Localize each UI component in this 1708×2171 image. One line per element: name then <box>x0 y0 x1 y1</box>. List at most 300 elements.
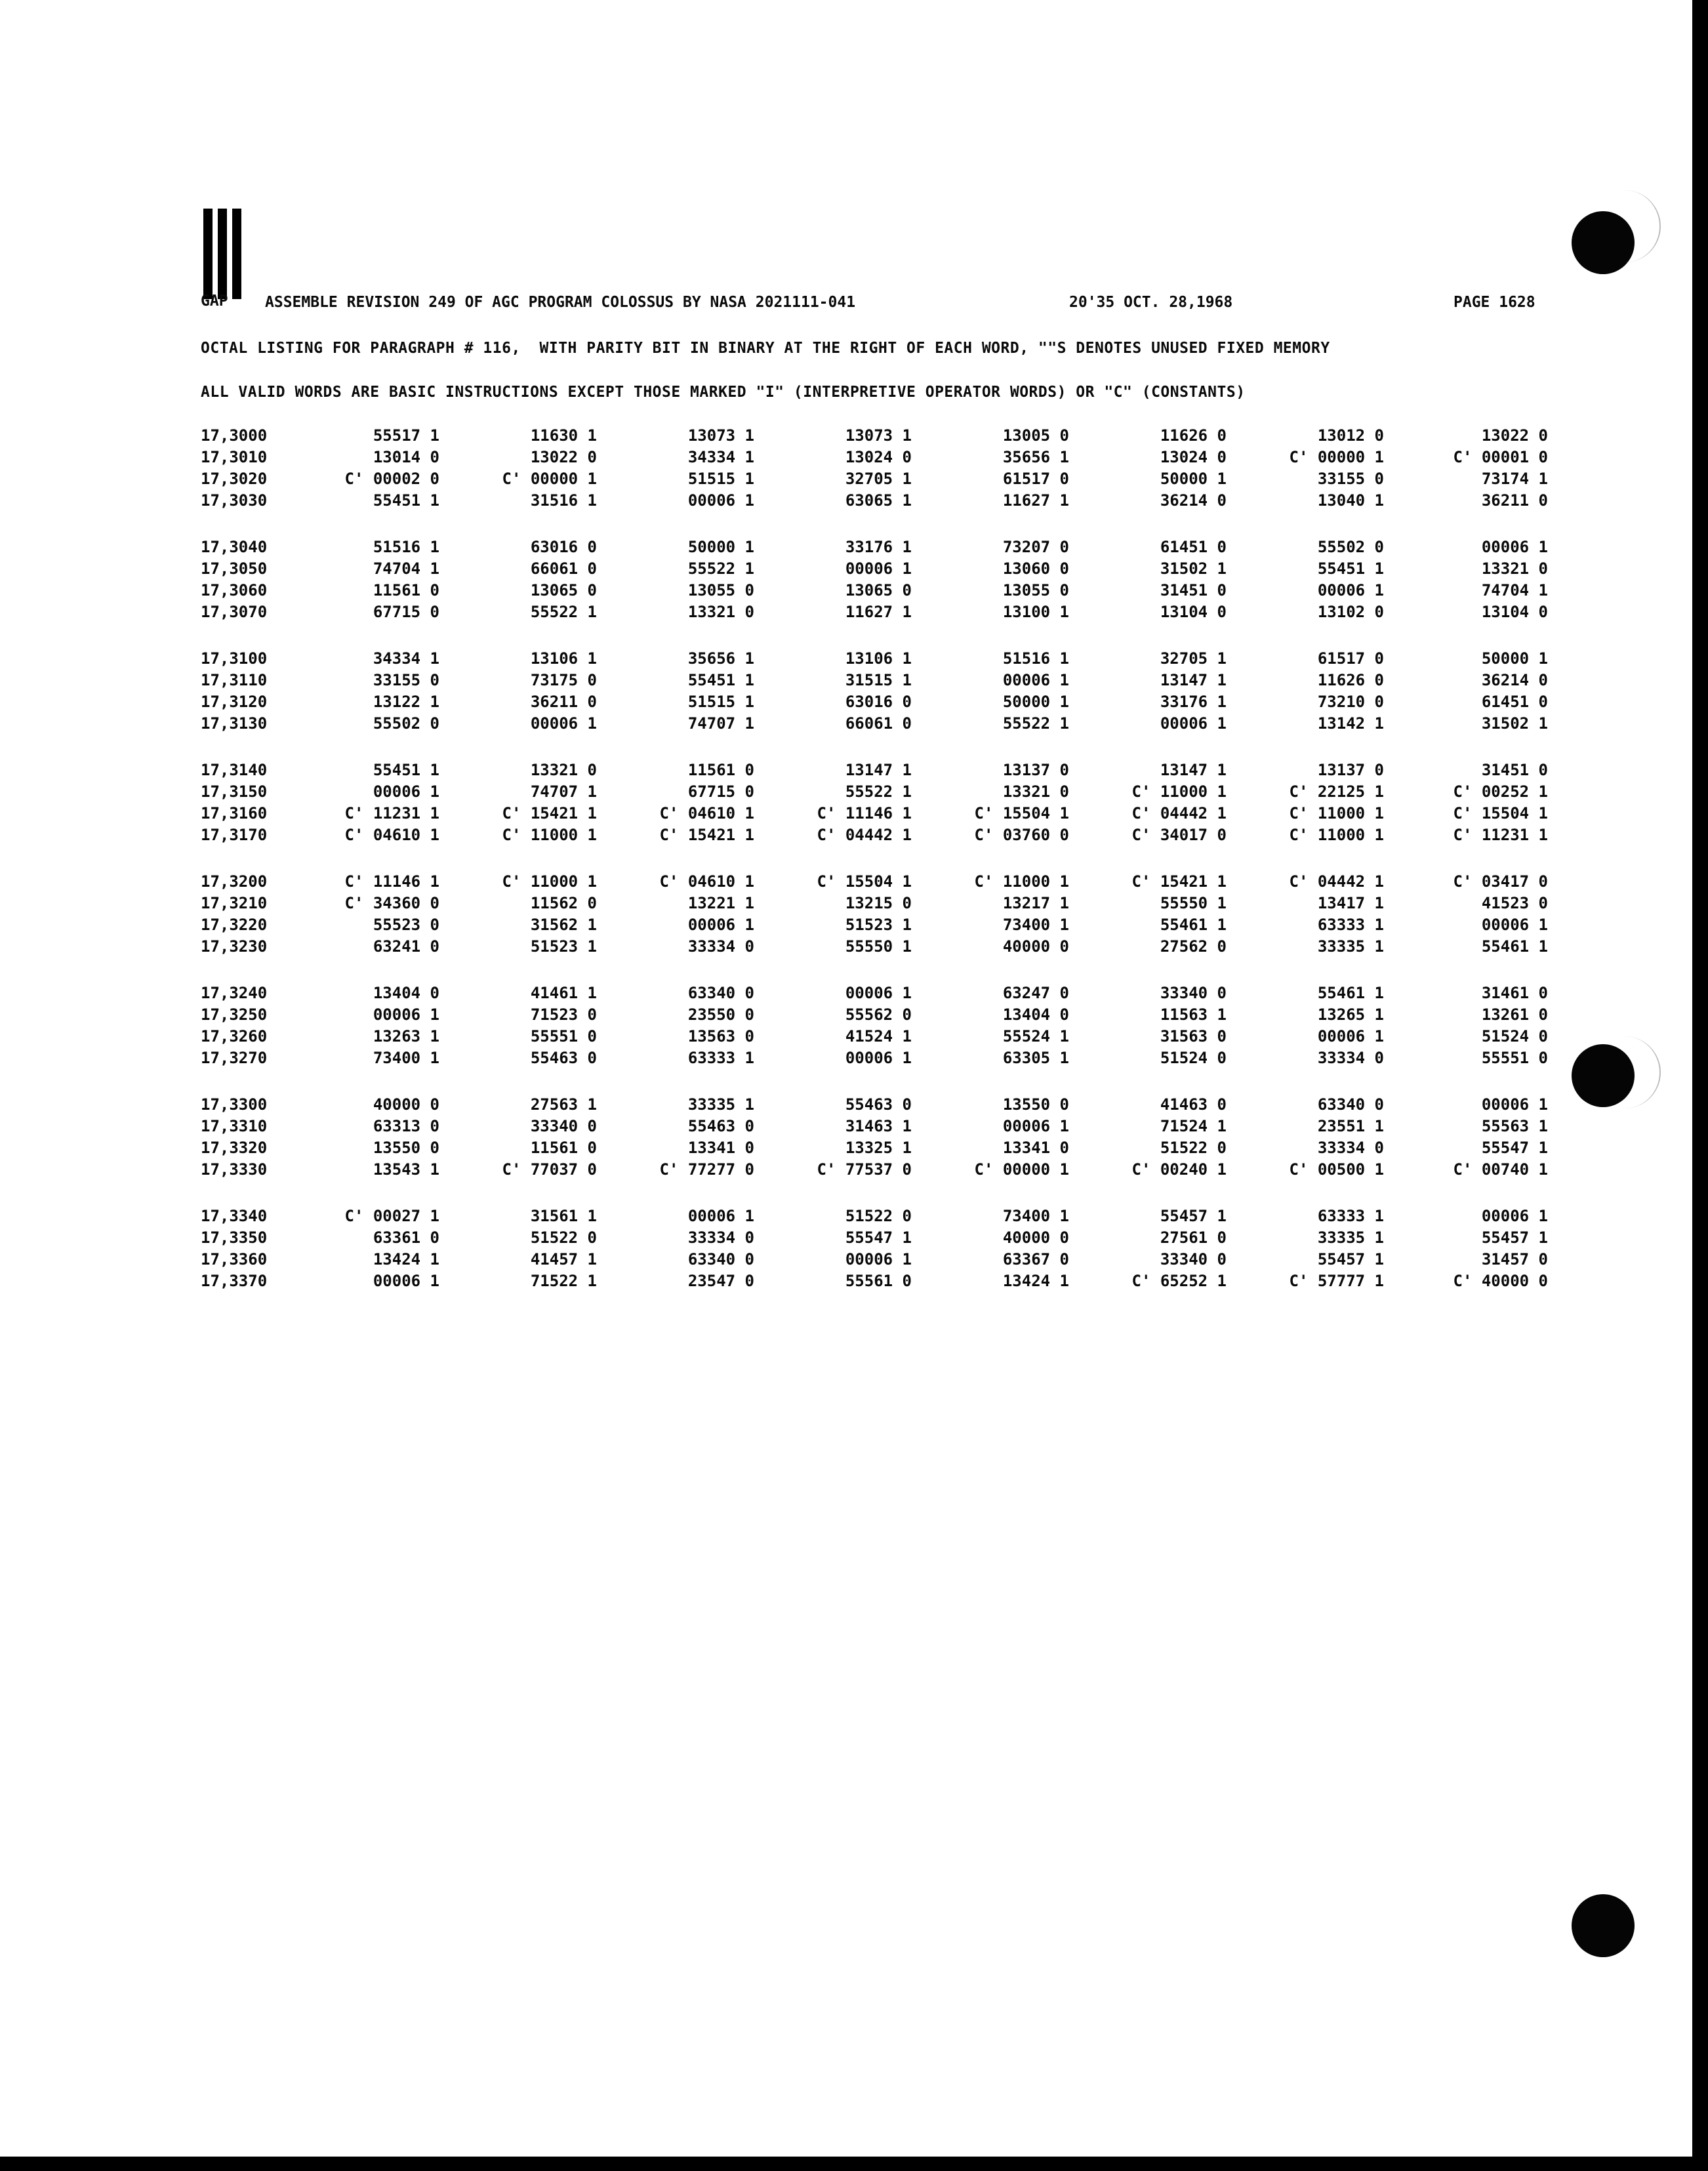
hole-arc <box>1620 190 1661 262</box>
octal-word: 33340 0 <box>1160 984 1227 1002</box>
octal-word: 55551 0 <box>530 1027 597 1045</box>
octal-listing <box>0 426 1708 1318</box>
octal-word: 41457 1 <box>530 1250 597 1268</box>
octal-word: C' 11000 1 <box>502 872 597 891</box>
octal-word: 35656 1 <box>687 649 754 668</box>
octal-word: 13417 1 <box>1317 894 1384 912</box>
octal-word: 13404 0 <box>1002 1005 1069 1024</box>
row-address: 17,3330 <box>201 1160 268 1179</box>
octal-word: 13321 0 <box>687 603 754 621</box>
listing-group <box>0 426 1708 538</box>
octal-word: 34334 1 <box>687 448 754 466</box>
header-mark: GAP <box>201 293 228 310</box>
octal-word: 13424 1 <box>1002 1272 1069 1290</box>
octal-word: C' 77277 0 <box>659 1160 754 1179</box>
octal-word: 13022 0 <box>1481 426 1548 445</box>
octal-word: 31451 0 <box>1481 761 1548 779</box>
octal-word: 13122 1 <box>373 693 439 711</box>
listing-row <box>0 693 1708 714</box>
octal-word: 55502 0 <box>373 714 439 733</box>
octal-word: 31451 0 <box>1160 581 1227 599</box>
octal-word: 63313 0 <box>373 1117 439 1135</box>
listing-row <box>0 426 1708 448</box>
listing-row <box>0 559 1708 581</box>
octal-word: 13147 1 <box>1160 761 1227 779</box>
listing-group <box>0 761 1708 872</box>
listing-group <box>0 984 1708 1095</box>
row-address: 17,3230 <box>201 937 268 956</box>
octal-word: 55502 0 <box>1317 538 1384 556</box>
octal-word: C' 22125 1 <box>1289 782 1384 801</box>
octal-word: 41523 0 <box>1481 894 1548 912</box>
row-address: 17,3000 <box>201 426 268 445</box>
octal-word: C' 11146 1 <box>344 872 439 891</box>
row-address: 17,3160 <box>201 804 268 822</box>
octal-word: 73207 0 <box>1002 538 1069 556</box>
octal-word: C' 04442 1 <box>1289 872 1384 891</box>
octal-word: 55457 1 <box>1160 1207 1227 1225</box>
listing-row <box>0 1095 1708 1117</box>
listing-row <box>0 1139 1708 1160</box>
octal-word: 00006 1 <box>687 1207 754 1225</box>
listing-row <box>0 1207 1708 1228</box>
octal-word: 13215 0 <box>845 894 912 912</box>
listing-row <box>0 984 1708 1005</box>
octal-word: 55550 1 <box>1160 894 1227 912</box>
octal-word: 11630 1 <box>530 426 597 445</box>
octal-word: C' 65252 1 <box>1131 1272 1227 1290</box>
row-address: 17,3210 <box>201 894 268 912</box>
octal-word: 40000 0 <box>373 1095 439 1114</box>
octal-word: 55451 1 <box>1317 559 1384 578</box>
octal-word: 33340 0 <box>1160 1250 1227 1268</box>
octal-word: 11627 1 <box>1002 491 1069 510</box>
octal-word: 71523 0 <box>530 1005 597 1024</box>
octal-word: 63333 1 <box>1317 1207 1384 1225</box>
octal-word: 00006 1 <box>1317 1027 1384 1045</box>
row-address: 17,3300 <box>201 1095 268 1114</box>
listing-group <box>0 872 1708 984</box>
punch-hole <box>1572 1894 1635 1957</box>
octal-word: C' 57777 1 <box>1289 1272 1384 1290</box>
octal-word: 13100 1 <box>1002 603 1069 621</box>
octal-word: C' 11231 1 <box>1453 826 1548 844</box>
octal-word: 13137 0 <box>1317 761 1384 779</box>
octal-word: 11561 0 <box>530 1139 597 1157</box>
octal-word: 74704 1 <box>1481 581 1548 599</box>
octal-word: C' 00000 1 <box>502 470 597 488</box>
octal-word: 55451 1 <box>373 761 439 779</box>
octal-word: 63333 1 <box>1317 916 1384 934</box>
octal-word: 51523 1 <box>845 916 912 934</box>
row-address: 17,3100 <box>201 649 268 668</box>
listing-row <box>0 1228 1708 1250</box>
octal-word: 33334 0 <box>1317 1139 1384 1157</box>
listing-row <box>0 916 1708 937</box>
octal-word: 13065 0 <box>845 581 912 599</box>
octal-word: C' 77037 0 <box>502 1160 597 1179</box>
octal-word: 13424 1 <box>373 1250 439 1268</box>
row-address: 17,3270 <box>201 1049 268 1067</box>
octal-word: 55522 1 <box>845 782 912 801</box>
row-address: 17,3310 <box>201 1117 268 1135</box>
listing-row <box>0 1250 1708 1272</box>
page-edge-bottom <box>0 2157 1708 2171</box>
octal-word: 33340 0 <box>530 1117 597 1135</box>
listing-row <box>0 826 1708 847</box>
row-address: 17,3060 <box>201 581 268 599</box>
octal-word: 13104 0 <box>1481 603 1548 621</box>
octal-word: 55463 0 <box>530 1049 597 1067</box>
octal-word: C' 11000 1 <box>1289 826 1384 844</box>
octal-word: 55461 1 <box>1317 984 1384 1002</box>
octal-word: 31563 0 <box>1160 1027 1227 1045</box>
octal-word: 00006 1 <box>373 782 439 801</box>
octal-word: 50000 1 <box>1002 693 1069 711</box>
octal-word: C' 15421 1 <box>502 804 597 822</box>
octal-word: 33176 1 <box>845 538 912 556</box>
octal-word: 31463 1 <box>845 1117 912 1135</box>
octal-word: 33334 0 <box>687 1228 754 1247</box>
octal-word: 63361 0 <box>373 1228 439 1247</box>
octal-word: 00006 1 <box>845 1250 912 1268</box>
octal-word: 55547 1 <box>845 1228 912 1247</box>
octal-word: 00006 1 <box>1002 1117 1069 1135</box>
octal-word: 13024 0 <box>845 448 912 466</box>
listing-row <box>0 1049 1708 1070</box>
octal-word: 00006 1 <box>373 1005 439 1024</box>
octal-word: 51522 0 <box>530 1228 597 1247</box>
octal-word: 63016 0 <box>530 538 597 556</box>
octal-word: 27561 0 <box>1160 1228 1227 1247</box>
octal-word: 11561 0 <box>373 581 439 599</box>
listing-row <box>0 1027 1708 1049</box>
octal-word: 71522 1 <box>530 1272 597 1290</box>
octal-word: 61517 0 <box>1002 470 1069 488</box>
octal-word: C' 00001 0 <box>1453 448 1548 466</box>
octal-word: 13137 0 <box>1002 761 1069 779</box>
octal-word: 63367 0 <box>1002 1250 1069 1268</box>
octal-word: 36211 0 <box>530 693 597 711</box>
octal-word: C' 15504 1 <box>817 872 912 891</box>
octal-word: 51515 1 <box>687 470 754 488</box>
octal-word: 63340 0 <box>1317 1095 1384 1114</box>
row-address: 17,3040 <box>201 538 268 556</box>
octal-word: 13321 0 <box>1002 782 1069 801</box>
listing-group <box>0 538 1708 649</box>
octal-word: 00006 1 <box>845 984 912 1002</box>
octal-word: 00006 1 <box>530 714 597 733</box>
octal-word: 36214 0 <box>1481 671 1548 689</box>
octal-word: 55550 1 <box>845 937 912 956</box>
octal-word: C' 11146 1 <box>817 804 912 822</box>
listing-row <box>0 603 1708 624</box>
octal-word: 31461 0 <box>1481 984 1548 1002</box>
octal-word: 11561 0 <box>687 761 754 779</box>
octal-word: 33335 1 <box>1317 1228 1384 1247</box>
octal-word: 13005 0 <box>1002 426 1069 445</box>
row-address: 17,3110 <box>201 671 268 689</box>
listing-row <box>0 894 1708 916</box>
listing-row <box>0 448 1708 470</box>
octal-word: C' 77537 0 <box>817 1160 912 1179</box>
octal-word: 55457 1 <box>1481 1228 1548 1247</box>
octal-word: 31561 1 <box>530 1207 597 1225</box>
octal-word: 11563 1 <box>1160 1005 1227 1024</box>
octal-word: 33334 0 <box>1317 1049 1384 1067</box>
octal-word: 74707 1 <box>530 782 597 801</box>
octal-word: 13022 0 <box>530 448 597 466</box>
row-address: 17,3170 <box>201 826 268 844</box>
octal-word: C' 34360 0 <box>344 894 439 912</box>
row-address: 17,3030 <box>201 491 268 510</box>
octal-word: 73174 1 <box>1481 470 1548 488</box>
octal-word: C' 00240 1 <box>1131 1160 1227 1179</box>
octal-word: 35656 1 <box>1002 448 1069 466</box>
octal-word: 55522 1 <box>1002 714 1069 733</box>
octal-word: 41463 0 <box>1160 1095 1227 1114</box>
octal-word: 27562 0 <box>1160 937 1227 956</box>
octal-word: 50000 1 <box>687 538 754 556</box>
octal-word: 55547 1 <box>1481 1139 1548 1157</box>
octal-word: 33176 1 <box>1160 693 1227 711</box>
octal-word: 13221 1 <box>687 894 754 912</box>
octal-word: 13012 0 <box>1317 426 1384 445</box>
octal-word: 00006 1 <box>1481 916 1548 934</box>
octal-word: 36214 0 <box>1160 491 1227 510</box>
octal-word: 13265 1 <box>1317 1005 1384 1024</box>
octal-word: 13404 0 <box>373 984 439 1002</box>
header-valid-words-note: ALL VALID WORDS ARE BASIC INSTRUCTIONS EXCEPT THOSE MARKED "I" (INTERPRETIVE OPERATOR WORDS) OR "C" (CONSTANTS) <box>201 384 1246 401</box>
listing-row <box>0 1117 1708 1139</box>
octal-word: C' 04610 1 <box>659 804 754 822</box>
octal-word: 41461 1 <box>530 984 597 1002</box>
listing-row <box>0 538 1708 559</box>
octal-word: C' 00027 1 <box>344 1207 439 1225</box>
octal-word: 40000 0 <box>1002 1228 1069 1247</box>
octal-word: C' 11000 1 <box>974 872 1069 891</box>
octal-word: 00006 1 <box>373 1272 439 1290</box>
row-address: 17,3260 <box>201 1027 268 1045</box>
octal-word: 55522 1 <box>687 559 754 578</box>
octal-word: 55523 0 <box>373 916 439 934</box>
octal-word: 13321 0 <box>1481 559 1548 578</box>
octal-word: 74704 1 <box>373 559 439 578</box>
octal-word: 13147 1 <box>845 761 912 779</box>
octal-word: C' 00252 1 <box>1453 782 1548 801</box>
octal-word: C' 00000 1 <box>1289 448 1384 466</box>
octal-word: 00006 1 <box>1002 671 1069 689</box>
row-address: 17,3370 <box>201 1272 268 1290</box>
octal-word: 32705 1 <box>1160 649 1227 668</box>
octal-word: C' 11000 1 <box>1131 782 1227 801</box>
octal-word: 31502 1 <box>1160 559 1227 578</box>
octal-word: 61517 0 <box>1317 649 1384 668</box>
octal-word: C' 15504 1 <box>1453 804 1548 822</box>
octal-word: 51522 0 <box>1160 1139 1227 1157</box>
listing-group <box>0 1095 1708 1207</box>
row-address: 17,3070 <box>201 603 268 621</box>
octal-word: C' 15421 1 <box>659 826 754 844</box>
octal-word: C' 11000 1 <box>1289 804 1384 822</box>
octal-word: 00006 1 <box>1317 581 1384 599</box>
octal-word: 11626 0 <box>1160 426 1227 445</box>
octal-word: 55562 0 <box>845 1005 912 1024</box>
octal-word: 63305 1 <box>1002 1049 1069 1067</box>
octal-word: 00006 1 <box>1481 1095 1548 1114</box>
octal-word: 34334 1 <box>373 649 439 668</box>
octal-word: 13217 1 <box>1002 894 1069 912</box>
octal-word: 51522 0 <box>845 1207 912 1225</box>
octal-word: 51516 1 <box>1002 649 1069 668</box>
octal-word: 33335 1 <box>1317 937 1384 956</box>
octal-word: C' 11231 1 <box>344 804 439 822</box>
octal-word: C' 40000 0 <box>1453 1272 1548 1290</box>
octal-word: 63016 0 <box>845 693 912 711</box>
octal-word: 13055 0 <box>1002 581 1069 599</box>
octal-word: 13563 0 <box>687 1027 754 1045</box>
octal-word: 55551 0 <box>1481 1049 1548 1067</box>
octal-word: 23551 1 <box>1317 1117 1384 1135</box>
octal-word: 51515 1 <box>687 693 754 711</box>
row-address: 17,3200 <box>201 872 268 891</box>
octal-word: 00006 1 <box>687 491 754 510</box>
row-address: 17,3150 <box>201 782 268 801</box>
octal-word: C' 00002 0 <box>344 470 439 488</box>
octal-word: C' 15421 1 <box>1131 872 1227 891</box>
octal-word: 51516 1 <box>373 538 439 556</box>
row-address: 17,3360 <box>201 1250 268 1268</box>
octal-word: 55461 1 <box>1481 937 1548 956</box>
octal-word: 13065 0 <box>530 581 597 599</box>
row-address: 17,3350 <box>201 1228 268 1247</box>
listing-row <box>0 491 1708 513</box>
octal-word: C' 00500 1 <box>1289 1160 1384 1179</box>
listing-row <box>0 761 1708 782</box>
octal-word: 73210 0 <box>1317 693 1384 711</box>
row-address: 17,3340 <box>201 1207 268 1225</box>
octal-word: 55561 0 <box>845 1272 912 1290</box>
octal-word: 67715 0 <box>687 782 754 801</box>
octal-word: 61451 0 <box>1481 693 1548 711</box>
octal-word: 00006 1 <box>845 1049 912 1067</box>
octal-word: 51523 1 <box>530 937 597 956</box>
octal-word: 66061 0 <box>530 559 597 578</box>
listing-row <box>0 937 1708 959</box>
octal-word: 13014 0 <box>373 448 439 466</box>
octal-word: 23547 0 <box>687 1272 754 1290</box>
listing-group <box>0 1207 1708 1318</box>
row-address: 17,3320 <box>201 1139 268 1157</box>
row-address: 17,3020 <box>201 470 268 488</box>
octal-word: 31516 1 <box>530 491 597 510</box>
listing-row <box>0 649 1708 671</box>
octal-word: 63340 0 <box>687 1250 754 1268</box>
octal-word: 31457 0 <box>1481 1250 1548 1268</box>
octal-word: 33334 0 <box>687 937 754 956</box>
listing-row <box>0 1160 1708 1182</box>
row-address: 17,3010 <box>201 448 268 466</box>
octal-word: C' 03760 0 <box>974 826 1069 844</box>
octal-word: 13060 0 <box>1002 559 1069 578</box>
octal-word: 55457 1 <box>1317 1250 1384 1268</box>
octal-word: 13073 1 <box>845 426 912 445</box>
octal-word: 33155 0 <box>373 671 439 689</box>
octal-word: 55463 0 <box>687 1117 754 1135</box>
listing-group <box>0 649 1708 761</box>
listing-row <box>0 671 1708 693</box>
octal-word: 50000 1 <box>1160 470 1227 488</box>
octal-word: 13142 1 <box>1317 714 1384 733</box>
octal-word: 23550 0 <box>687 1005 754 1024</box>
octal-word: 13106 1 <box>845 649 912 668</box>
row-address: 17,3050 <box>201 559 268 578</box>
octal-word: 27563 1 <box>530 1095 597 1114</box>
octal-word: 61451 0 <box>1160 538 1227 556</box>
octal-word: C' 03417 0 <box>1453 872 1548 891</box>
octal-word: 13147 1 <box>1160 671 1227 689</box>
octal-word: 13055 0 <box>687 581 754 599</box>
listing-row <box>0 1272 1708 1293</box>
octal-word: 00006 1 <box>687 916 754 934</box>
octal-word: 31562 1 <box>530 916 597 934</box>
row-address: 17,3120 <box>201 693 268 711</box>
octal-word: 40000 0 <box>1002 937 1069 956</box>
octal-word: 13104 0 <box>1160 603 1227 621</box>
octal-word: 55451 1 <box>373 491 439 510</box>
listing-row <box>0 581 1708 603</box>
octal-word: 33335 1 <box>687 1095 754 1114</box>
octal-word: 41524 1 <box>845 1027 912 1045</box>
octal-word: 13321 0 <box>530 761 597 779</box>
listing-row <box>0 782 1708 804</box>
octal-word: 13024 0 <box>1160 448 1227 466</box>
octal-word: 13040 1 <box>1317 491 1384 510</box>
octal-word: 31515 1 <box>845 671 912 689</box>
octal-word: 51524 0 <box>1160 1049 1227 1067</box>
octal-word: 13263 1 <box>373 1027 439 1045</box>
octal-word: 11626 0 <box>1317 671 1384 689</box>
row-address: 17,3240 <box>201 984 268 1002</box>
octal-word: 11562 0 <box>530 894 597 912</box>
octal-word: 63065 1 <box>845 491 912 510</box>
octal-word: 13550 0 <box>373 1139 439 1157</box>
header-listing-description: OCTAL LISTING FOR PARAGRAPH # 116, WITH PARITY BIT IN BINARY AT THE RIGHT OF EACH WORD, ""S DENOTES UNUSED FIXED MEMORY <box>201 340 1330 357</box>
octal-word: 73175 0 <box>530 671 597 689</box>
octal-word: 13341 0 <box>1002 1139 1069 1157</box>
octal-word: 66061 0 <box>845 714 912 733</box>
octal-word: 55451 1 <box>687 671 754 689</box>
listing-row <box>0 804 1708 826</box>
octal-word: 55522 1 <box>530 603 597 621</box>
octal-word: 31502 1 <box>1481 714 1548 733</box>
octal-word: 74707 1 <box>687 714 754 733</box>
octal-word: 63247 0 <box>1002 984 1069 1002</box>
octal-word: 50000 1 <box>1481 649 1548 668</box>
row-address: 17,3130 <box>201 714 268 733</box>
octal-word: 36211 0 <box>1481 491 1548 510</box>
octal-word: 13543 1 <box>373 1160 439 1179</box>
header-title: ASSEMBLE REVISION 249 OF AGC PROGRAM COLOSSUS BY NASA 2021111-041 <box>265 294 856 311</box>
octal-word: 51524 0 <box>1481 1027 1548 1045</box>
octal-word: 63340 0 <box>687 984 754 1002</box>
octal-word: 73400 1 <box>373 1049 439 1067</box>
octal-word: 32705 1 <box>845 470 912 488</box>
octal-word: 13261 0 <box>1481 1005 1548 1024</box>
listing-row <box>0 714 1708 736</box>
listing-row <box>0 872 1708 894</box>
listing-row <box>0 1005 1708 1027</box>
